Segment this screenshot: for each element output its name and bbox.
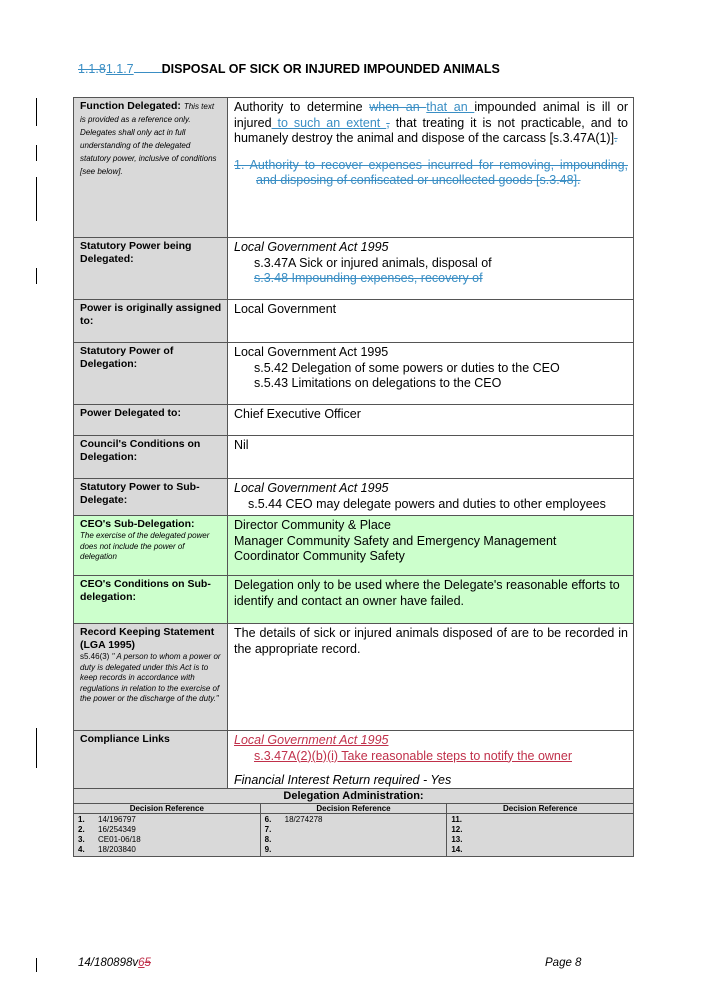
footer-page-number: Page 8 xyxy=(545,957,582,969)
list-item: 8. xyxy=(264,835,272,844)
power-of-delegation-label: Statutory Power of Delegation: xyxy=(74,343,228,405)
power-of-delegation-value: Local Government Act 1995 s.5.42 Delegation of some powers or duties to the CEO s.5.43 Limitations on delegations to the CEO xyxy=(228,343,634,405)
delegated-to-value: Chief Executive Officer xyxy=(228,405,634,436)
list-item: 14. xyxy=(451,845,463,854)
list-item: 12. xyxy=(451,825,463,834)
admin-col-2 xyxy=(260,814,447,857)
record-keeping-label: Record Keeping Statement (LGA 1995) s5.46(3) " A person to whom a power or duty is delegated under this Act is to keep records in accordance with regulations in relation to the exercise of the power or the discharge of the duty." xyxy=(74,624,228,731)
change-bar xyxy=(36,98,37,126)
change-bar xyxy=(36,177,37,221)
admin-col-header: Decision Reference xyxy=(74,804,261,814)
deleted-item: 1. Authority to recover expenses incurred for removing, impounding, and disposing of confiscated or uncollected goods [s.3.48]. xyxy=(234,157,628,187)
list-item: 3. CE01-06/18 xyxy=(78,835,141,844)
statutory-power-value: Local Government Act 1995 s.3.47A Sick or injured animals, disposal of s.3.48 Impounding expenses, recovery of xyxy=(228,238,634,300)
delegated-to-label: Power Delegated to: xyxy=(74,405,228,436)
function-delegated-note: This text is provided as a reference only. Delegates shall only act in full understanding of the delegated statutory power, inclusive of conditions [see below]. xyxy=(80,102,217,176)
function-delegated-value: Authority to determine when an that an impounded animal is ill or injured to such an extent , that treating it is not practicable, and to humanely destroy the animal and dispose of the carcass [s.3.47A(1)]. 1. Authority to recover expenses incurred for removing, impounding, and disposing of confiscated or uncollected goods [s.3.48]. xyxy=(228,98,634,238)
ceo-sub-delegation-note: The exercise of the delegated power does not include the power of delegation xyxy=(80,531,210,561)
change-bar xyxy=(36,268,37,284)
list-item: 11. xyxy=(451,815,462,824)
admin-col-header: Decision Reference xyxy=(447,804,634,814)
admin-col-1 xyxy=(74,814,261,857)
function-delegated-label: Function Delegated: This text is provided as a reference only. Delegates shall only act in full understanding of the delegated statutory power, inclusive of conditions [see below]. xyxy=(74,98,228,238)
list-item: 13. xyxy=(451,835,463,844)
admin-title: Delegation Administration: xyxy=(74,789,634,804)
heading-new-number: 1.1.7 xyxy=(105,62,134,76)
change-bar xyxy=(36,728,37,768)
list-item: 6. 18/274278 xyxy=(264,815,323,824)
list-item: 9. xyxy=(264,845,272,854)
ceo-conditions-label: CEO's Conditions on Sub-delegation: xyxy=(74,576,228,624)
list-item: 2. 16/254349 xyxy=(78,825,136,834)
delegation-table xyxy=(73,97,634,793)
list-item: 4. 18/203840 xyxy=(78,845,136,854)
originally-assigned-value: Local Government xyxy=(228,300,634,343)
council-conditions-value: Nil xyxy=(228,436,634,479)
council-conditions-label: Council's Conditions on Delegation: xyxy=(74,436,228,479)
change-bar xyxy=(36,145,37,161)
section-heading xyxy=(78,62,500,76)
ceo-sub-delegation-value: Director Community & Place Manager Community Safety and Emergency Management Coordinator Community Safety xyxy=(228,516,634,576)
sub-delegate-power-label: Statutory Power to Sub-Delegate: xyxy=(74,479,228,516)
compliance-label: Compliance Links xyxy=(74,731,228,793)
statutory-power-label: Statutory Power being Delegated: xyxy=(74,238,228,300)
admin-table xyxy=(73,788,634,857)
change-bar xyxy=(36,958,37,972)
ceo-conditions-value: Delegation only to be used where the Delegate's reasonable efforts to identify and contact an owner have failed. xyxy=(228,576,634,624)
list-item: 1. 14/196797 xyxy=(78,815,136,824)
record-keeping-value: The details of sick or injured animals disposed of are to be recorded in the appropriate record. xyxy=(228,624,634,731)
heading-title: DISPOSAL OF SICK OR INJURED IMPOUNDED ANIMALS xyxy=(161,62,500,76)
originally-assigned-label: Power is originally assigned to: xyxy=(74,300,228,343)
footer-doc-ref: 14/180898v65 xyxy=(78,957,151,969)
admin-col-3 xyxy=(447,814,634,857)
sub-delegate-power-value: Local Government Act 1995 s.5.44 CEO may delegate powers and duties to other employees xyxy=(228,479,634,516)
ceo-sub-delegation-label: CEO's Sub-Delegation: The exercise of the delegated power does not include the power of delegation xyxy=(74,516,228,576)
list-item: 7. xyxy=(264,825,272,834)
admin-col-header: Decision Reference xyxy=(260,804,447,814)
heading-old-number: 1.1.8 xyxy=(78,62,106,76)
compliance-value: Local Government Act 1995 s.3.47A(2)(b)(i) Take reasonable steps to notify the owner Financial Interest Return required - Yes xyxy=(228,731,634,793)
